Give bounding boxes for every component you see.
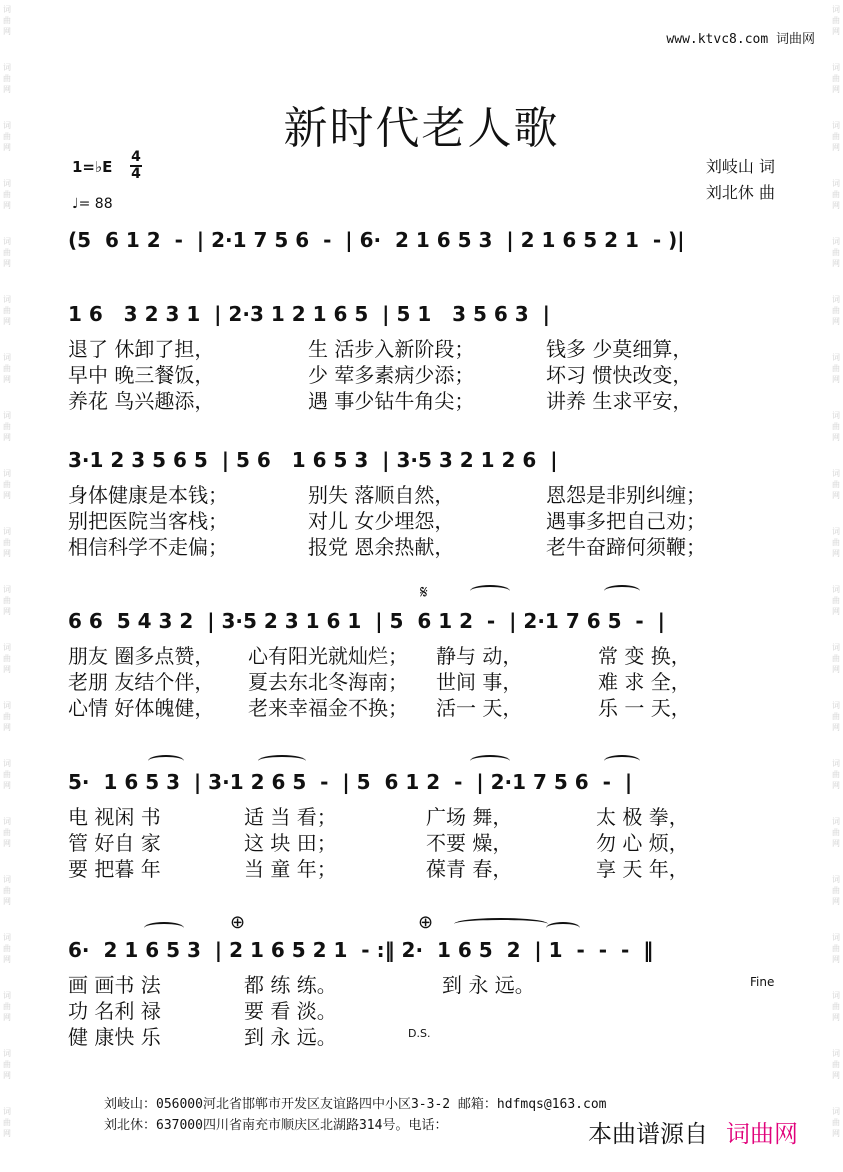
watermark-stamp: 词 曲 网: [832, 411, 840, 442]
watermark-stamp: 词 曲 网: [3, 179, 11, 210]
lyric-phrase: 报党 恩余热献，: [308, 535, 455, 559]
watermark-stamp: 词 曲 网: [832, 1107, 840, 1138]
time-signature: [130, 151, 142, 181]
lyric-line: [68, 801, 780, 829]
watermark-stamp: 词 曲 网: [3, 759, 11, 790]
coda-sign: ⊕: [230, 912, 246, 933]
lyric-phrase: 广场 舞，: [426, 805, 513, 829]
notation-text: (5 6 1 2 - | 2·1 7 5 6 - | 6· 2 1 6 5 3 | 2 1 6 5 2 1 - )|: [68, 228, 685, 252]
lyric-phrase: 恩怨是非别纠缠；: [546, 483, 706, 507]
watermark-stamp: 词 曲 网: [832, 63, 840, 94]
lyricist-credit: 刘岐山 词: [705, 157, 775, 176]
lyric-phrase: 享 天 年，: [596, 857, 689, 881]
ds-mark: D.S.: [408, 1027, 431, 1040]
lyric-phrase: 朋友 圈多点赞，: [68, 644, 215, 668]
lyric-phrase: 别把医院当客栈；: [68, 509, 228, 533]
notation-row-3: [68, 609, 780, 639]
watermark-stamp: 词 曲 网: [3, 643, 11, 674]
lyric-phrase: 适 当 看；: [244, 805, 337, 829]
watermark-stamp: 词 曲 网: [3, 1049, 11, 1080]
lyric-phrase: 静与 动，: [436, 644, 523, 668]
lyric-line: [68, 505, 780, 533]
watermark-stamp: 词 曲 网: [3, 295, 11, 326]
lyric-phrase: 遇 事少钻牛角尖；: [308, 389, 475, 413]
watermark-stamp: 词 曲 网: [832, 1049, 840, 1080]
composer-credit: 刘北休 曲: [705, 183, 775, 202]
lyric-phrase: 生 活步入新阶段；: [308, 337, 475, 361]
left-watermark-strip: [0, 0, 14, 1172]
lyric-phrase: 电 视闲 书: [68, 805, 161, 829]
lyric-line: [68, 692, 780, 720]
lyric-line: [68, 640, 780, 668]
watermark-stamp: 词 曲 网: [3, 237, 11, 268]
lyric-line: [68, 666, 780, 694]
lyric-phrase: 早中 晚三餐饭，: [68, 363, 215, 387]
segno-sign: 𝄋: [420, 582, 428, 603]
key-signature: 1=♭E: [72, 158, 113, 176]
watermark-stamp: 词 曲 网: [3, 5, 11, 36]
lyric-phrase: 太 极 拳，: [596, 805, 689, 829]
source-text: 本曲谱源自: [588, 1120, 708, 1148]
lyric-line: [68, 969, 780, 997]
notation-text: 6 6 5 4 3 2 | 3·5 2 3 1 6 1 | 5 6 1 2 - | 2·1 7 6 5 - |: [68, 609, 665, 633]
slur-arc: [604, 585, 640, 597]
lyric-phrase: 遇事多把自己劝；: [546, 509, 706, 533]
watermark-stamp: 词 曲 网: [3, 933, 11, 964]
lyric-phrase: 相信科学不走偏；: [68, 535, 228, 559]
watermark-stamp: 词 曲 网: [3, 817, 11, 848]
watermark-stamp: 词 曲 网: [3, 991, 11, 1022]
watermark-stamp: 词 曲 网: [3, 1107, 11, 1138]
notation-row-4: [68, 770, 780, 800]
lyric-phrase: 当 童 年；: [244, 857, 337, 881]
lyric-phrase: 活一 天，: [436, 696, 523, 720]
lyric-phrase: 到 永 远。: [244, 1025, 337, 1049]
notation-row-intro: [68, 228, 780, 258]
watermark-stamp: 词 曲 网: [3, 411, 11, 442]
watermark-stamp: 词 曲 网: [832, 353, 840, 384]
lyric-phrase: 乐 一 天，: [598, 696, 691, 720]
lyric-phrase: 勿 心 烦，: [596, 831, 689, 855]
lyric-phrase: 少 荤多素病少添；: [308, 363, 475, 387]
notation-text: 6· 2 1 6 5 3 | 2 1 6 5 2 1 - :‖ 2· 1 6 5 2 | 1 - - - ‖: [68, 938, 654, 962]
watermark-stamp: 词 曲 网: [832, 875, 840, 906]
lyric-phrase: 心情 好体魄健，: [68, 696, 215, 720]
slur-arc: [604, 755, 640, 767]
slur-arc: [258, 755, 306, 767]
slur-arc: [546, 922, 580, 934]
lyric-phrase: 难 求 全，: [598, 670, 691, 694]
watermark-stamp: 词 曲 网: [832, 933, 840, 964]
watermark-stamp: 词 曲 网: [832, 759, 840, 790]
site-url[interactable]: www.ktvc8.com 词曲网: [666, 32, 815, 47]
watermark-stamp: 词 曲 网: [3, 585, 11, 616]
lyric-line: [68, 385, 780, 413]
notation-text: 1 6 3 2 3 1 | 2·3 1 2 1 6 5 | 5 1 3 5 6 3 |: [68, 302, 550, 326]
lyric-phrase: 画 画书 法: [68, 973, 161, 997]
lyric-phrase: 常 变 换，: [598, 644, 691, 668]
lyric-phrase: 到 永 远。: [442, 973, 535, 997]
lyric-phrase: 坏习 惯快改变，: [546, 363, 693, 387]
watermark-stamp: 词 曲 网: [3, 875, 11, 906]
notation-row-2: [68, 448, 780, 478]
watermark-stamp: 词 曲 网: [832, 585, 840, 616]
lyric-phrase: 老牛奋蹄何须鞭；: [546, 535, 706, 559]
watermark-stamp: 词 曲 网: [3, 353, 11, 384]
watermark-stamp: 词 曲 网: [832, 121, 840, 152]
watermark-stamp: 词 曲 网: [832, 5, 840, 36]
right-watermark-strip: [829, 0, 843, 1172]
watermark-stamp: 词 曲 网: [832, 991, 840, 1022]
lyric-phrase: 对儿 女少埋怨，: [308, 509, 455, 533]
lyric-phrase: 老朋 友结个伴，: [68, 670, 215, 694]
watermark-stamp: 词 曲 网: [832, 237, 840, 268]
lyric-phrase: 养花 鸟兴趣添，: [68, 389, 215, 413]
lyric-line: [68, 479, 780, 507]
footer-composer-contact: 刘北休：637000四川省南充市顺庆区北湖路314号。电话：: [104, 1118, 448, 1133]
notation-row-5: [68, 938, 780, 968]
lyric-phrase: 功 名利 禄: [68, 999, 161, 1023]
lyric-line: [68, 333, 780, 361]
watermark-stamp: 词 曲 网: [832, 817, 840, 848]
lyric-phrase: 要 看 淡。: [244, 999, 337, 1023]
lyric-phrase: 世间 事，: [436, 670, 523, 694]
footer-lyricist-contact: 刘岐山：056000河北省邯郸市开发区友谊路四中小区3-3-2 邮箱：hdfmqs@163.com: [104, 1097, 607, 1112]
watermark-stamp: 词 曲 网: [832, 469, 840, 500]
lyric-phrase: 健 康快 乐: [68, 1025, 161, 1049]
watermark-stamp: 词 曲 网: [3, 121, 11, 152]
lyric-phrase: 别失 落顺自然，: [308, 483, 455, 507]
watermark-stamp: 词 曲 网: [3, 469, 11, 500]
watermark-stamp: 词 曲 网: [832, 701, 840, 732]
watermark-stamp: 词 曲 网: [832, 527, 840, 558]
lyric-phrase: 葆青 春，: [426, 857, 513, 881]
time-sig-top: 4: [131, 149, 141, 165]
time-sig-bottom: 4: [131, 166, 141, 182]
lyric-phrase: 要 把暮 年: [68, 857, 161, 881]
lyric-phrase: 身体健康是本钱；: [68, 483, 228, 507]
notation-text: 3·1 2 3 5 6 5 | 5 6 1 6 5 3 | 3·5 3 2 1 2 6 |: [68, 448, 558, 472]
slur-arc: [470, 755, 510, 767]
coda-sign: ⊕: [418, 912, 434, 933]
lyric-phrase: 老来幸福金不换；: [248, 696, 408, 720]
source-brand-link[interactable]: 词曲网: [726, 1120, 798, 1148]
lyric-line: [68, 827, 780, 855]
watermark-stamp: 词 曲 网: [832, 179, 840, 210]
lyric-phrase: 都 练 练。: [244, 973, 337, 997]
notation-text: 5· 1 6 5 3 | 3·1 2 6 5 - | 5 6 1 2 - | 2·1 7 5 6 - |: [68, 770, 633, 794]
lyric-line: [68, 531, 780, 559]
lyric-phrase: 讲养 生求平安，: [546, 389, 693, 413]
lyric-phrase: 不要 燥，: [426, 831, 513, 855]
tempo-mark: ♩= 88: [72, 196, 113, 212]
lyric-phrase: 钱多 少莫细算，: [546, 337, 693, 361]
slur-arc: [148, 755, 184, 767]
lyric-line: [68, 853, 780, 881]
lyric-line: [68, 995, 780, 1023]
watermark-stamp: 词 曲 网: [832, 643, 840, 674]
watermark-stamp: 词 曲 网: [3, 701, 11, 732]
lyric-phrase: 管 好自 家: [68, 831, 161, 855]
fine-mark: Fine: [750, 975, 775, 989]
song-title: 新时代老人歌: [283, 103, 560, 154]
notation-row-1: [68, 302, 780, 332]
watermark-stamp: 词 曲 网: [3, 63, 11, 94]
watermark-stamp: 词 曲 网: [832, 295, 840, 326]
lyric-line: [68, 359, 780, 387]
lyric-phrase: 退了 休卸了担，: [68, 337, 215, 361]
lyric-phrase: 心有阳光就灿烂；: [248, 644, 408, 668]
slur-arc: [144, 922, 184, 934]
slur-arc: [470, 585, 510, 597]
lyric-phrase: 这 块 田；: [244, 831, 337, 855]
slur-arc: [454, 918, 548, 930]
lyric-phrase: 夏去东北冬海南；: [248, 670, 408, 694]
watermark-stamp: 词 曲 网: [3, 527, 11, 558]
